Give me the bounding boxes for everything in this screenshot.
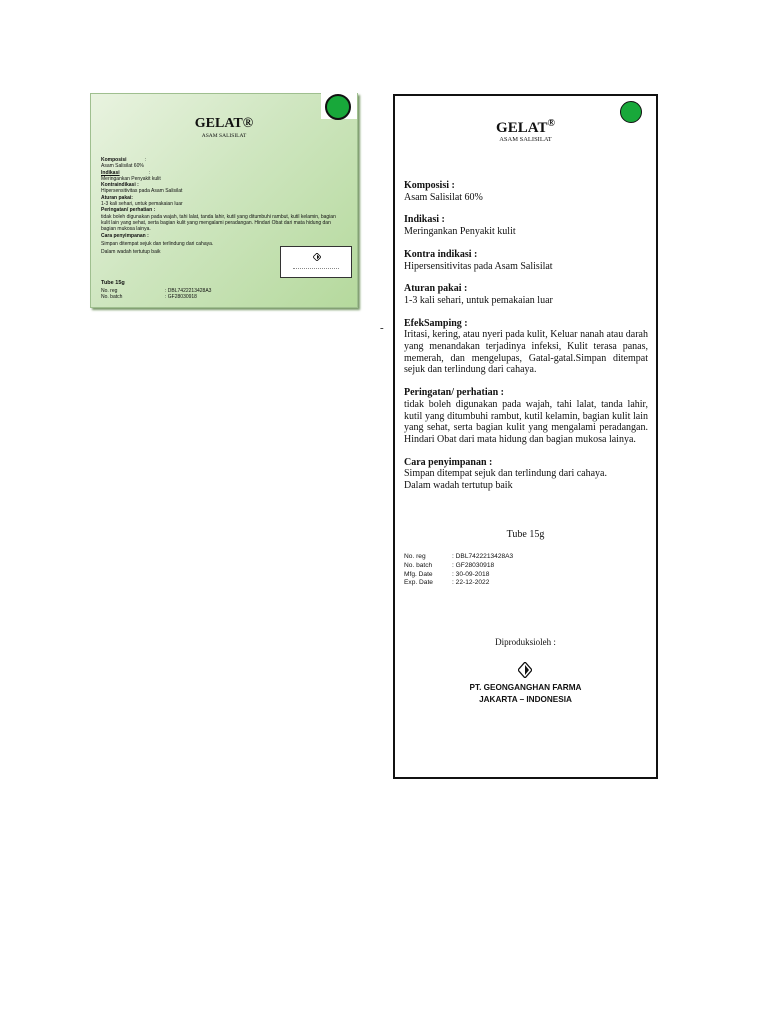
penyimpanan-text-2: Dalam wadah tertutup baik (101, 249, 161, 256)
section-text: Hipersensitivitas pada Asam Salisilat (404, 260, 553, 272)
kontraindikasi-heading: Kontraindikasi : (101, 182, 139, 189)
section-text: 1-3 kali sehari, untuk pemakaian luar (404, 294, 553, 306)
code-key: No. batch (404, 561, 433, 569)
code-row (404, 562, 513, 571)
section-text: Asam Salisilat 60% (404, 191, 483, 203)
produced-by-label: Diproduksioleh : (495, 637, 556, 647)
company-logo-icon (313, 253, 321, 263)
small-nobatch-row (101, 294, 341, 300)
small-label-footer (101, 280, 341, 300)
code-value: : 30-09-2018 (452, 570, 490, 578)
code-value: : GF28030918 (452, 561, 495, 569)
code-row (404, 553, 513, 562)
section-text: Iritasi, kering, atau nyeri pada kulit, Keluar nanah atau darah yang menandakan terjadinya infeksi, Kulit terasa panas, memerah, dan mengelupas, Gatal-gatal.Simpan ditempat sejuk dan terlindung dari cahaya. (404, 329, 648, 376)
section-text-2: Dalam wadah tertutup baik (404, 480, 513, 492)
brand-name: GELAT (496, 120, 548, 136)
indikasi-text: Meringankan Penyakit kulit (101, 175, 161, 182)
small-label-subtitle: ASAM SALISILAT (201, 133, 247, 139)
section-text: tidak boleh digunakan pada wajah, tahi lalat, tanda lahir, kutil yang ditumbuhi rambut, kutil kelamin, bagian kulit lain yang sehat, serta bagian kulit yang mengalami peradangan. Hindari Obat dari mata hidung dan bagian mukosa lainya. (404, 398, 648, 445)
komposisi-colon: : (144, 157, 146, 163)
section-heading: EfekSamping : (404, 317, 468, 329)
company-logo-icon (511, 658, 539, 682)
company-city: JAKARTA – INDONESIA (479, 695, 572, 704)
section-text: Simpan ditempat sejuk dan terlindung dari cahaya. (404, 468, 607, 480)
section-indikasi (404, 214, 648, 237)
section-komposisi (404, 180, 648, 203)
large-label-body (404, 180, 648, 503)
manufacturer-box (280, 246, 352, 278)
large-product-label (393, 94, 658, 779)
indikasi-colon: : (148, 169, 151, 176)
kontraindikasi-text: Hipersensitivitas pada Asam Salisilat (101, 188, 183, 195)
tube-size: Tube 15g (506, 529, 545, 540)
section-kontra-indikasi (404, 249, 648, 272)
section-heading: Peringatan/ perhatian : (404, 387, 504, 399)
small-label-body (101, 157, 336, 255)
section-heading: Indikasi : (404, 214, 445, 226)
company-block (395, 682, 656, 706)
company-name: PT. GEONGANGHAN FARMA (469, 683, 582, 692)
registered-mark: ® (547, 118, 555, 129)
code-value: : DBL7422213428A3 (452, 553, 514, 560)
small-label-title: GELAT® (194, 116, 254, 131)
aturan-text: 1-3 kali sehari, untuk pemakaian luar (101, 201, 183, 208)
code-key: Exp. Date (404, 579, 433, 587)
section-penyimpanan (404, 457, 648, 492)
section-heading: Cara penyimpanan : (404, 456, 493, 468)
peringatan-text: tidak boleh digunakan pada wajah, tahi lalat, tanda lahir, kutil yang ditumbuhi rambut, kutil kelamin, bagian kulit lain yang sehat, serta bagian kulit yang mengalami peradangan. Hindari Obat dari mata hidung dan bagian mukosa lainya. (101, 213, 336, 233)
penyimpanan-heading: Cara penyimpanan : (101, 232, 149, 239)
section-efek-samping (404, 318, 648, 377)
section-text: Meringankan Penyakit kulit (404, 226, 516, 238)
aturan-heading: Aturan pakai: (101, 194, 133, 201)
code-key: No. reg (404, 553, 426, 560)
peringatan-heading: Peringatan/ perhatian : (101, 207, 156, 214)
indikasi-heading: Indikasi (101, 169, 120, 176)
komposisi-text: Asam Salisilat 60% (101, 163, 144, 170)
section-heading: Komposisi : (404, 180, 455, 191)
penyimpanan-text-1: Simpan ditempat sejuk dan terlindung dari cahaya. (101, 240, 214, 247)
code-key: Mfg. Date (404, 570, 433, 578)
large-label-title (395, 118, 656, 137)
small-tube-text: Tube 15g (101, 280, 125, 286)
komposisi-heading: Komposisi (101, 157, 127, 163)
section-aturan-pakai (404, 283, 648, 306)
code-row (404, 579, 513, 588)
small-product-label (90, 93, 358, 308)
registration-codes (404, 553, 513, 588)
box-divider (293, 268, 339, 269)
small-noreg-value: : DBL7422213428A3 (165, 288, 212, 294)
list-dash: - (380, 322, 384, 334)
large-label-subtitle: ASAM SALISILAT (499, 136, 552, 143)
section-heading: Aturan pakai : (404, 283, 468, 295)
small-nobatch-key: No. batch (101, 294, 123, 300)
section-heading: Kontra indikasi : (404, 248, 478, 260)
code-row (404, 571, 513, 580)
section-peringatan (404, 387, 648, 446)
code-value: : 22-12-2022 (452, 579, 490, 587)
small-nobatch-value: : GF28030918 (165, 294, 197, 300)
small-noreg-key: No. reg (101, 288, 118, 294)
